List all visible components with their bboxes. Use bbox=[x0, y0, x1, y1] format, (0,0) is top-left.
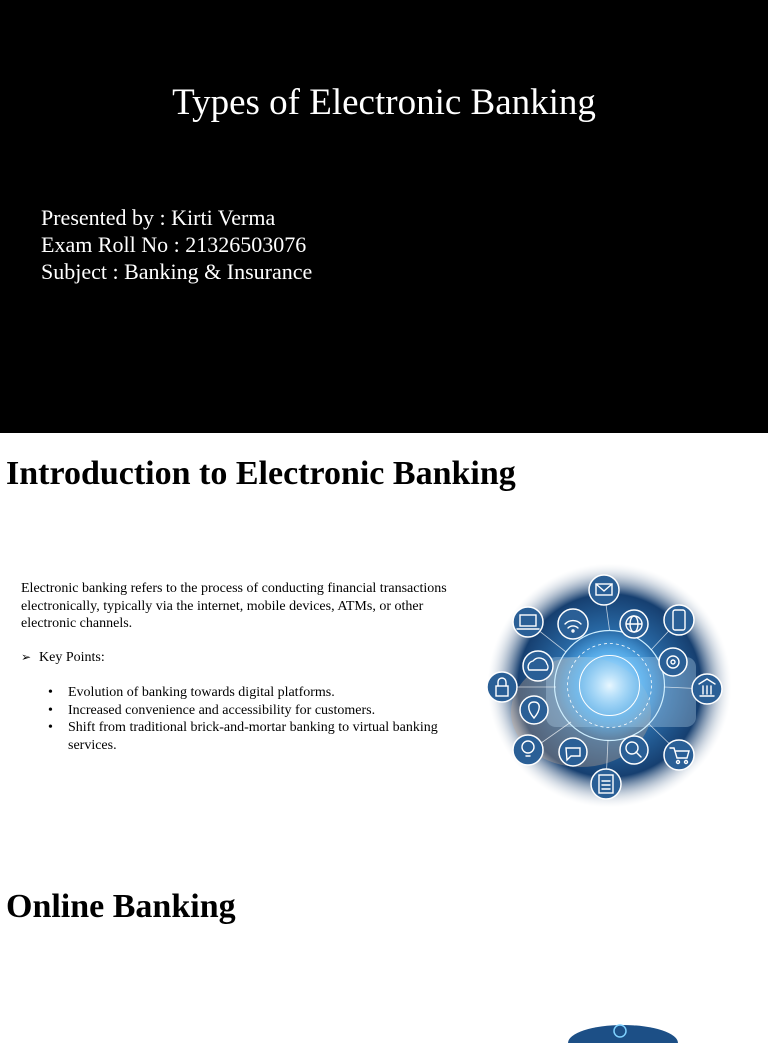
intro-slide bbox=[0, 433, 768, 863]
online-banking-image bbox=[568, 1013, 678, 1043]
document-icon bbox=[591, 769, 621, 799]
search-icon bbox=[620, 736, 648, 764]
key-points-text: Key Points: bbox=[39, 650, 105, 665]
subject: Subject : Banking & Insurance bbox=[41, 259, 313, 284]
chat-icon bbox=[559, 738, 587, 766]
list-item bbox=[48, 684, 468, 702]
digital-banking-image bbox=[486, 562, 733, 809]
bullet-icon: • bbox=[48, 702, 53, 718]
presenter-info bbox=[41, 204, 312, 285]
exam-roll-number: Exam Roll No : 21326503076 bbox=[41, 232, 307, 257]
list-item bbox=[48, 719, 468, 754]
list-item bbox=[48, 702, 468, 720]
cart-icon bbox=[664, 740, 694, 770]
laptop-icon bbox=[513, 607, 543, 637]
presentation-title: Types of Electronic Banking bbox=[172, 82, 596, 123]
lock-icon bbox=[487, 672, 517, 702]
online-banking-slide bbox=[0, 863, 768, 1024]
key-points-label bbox=[21, 649, 105, 667]
presenter-name: Presented by : Kirti Verma bbox=[41, 205, 276, 230]
intro-heading: Introduction to Electronic Banking bbox=[6, 455, 516, 492]
arrow-bullet-icon: ➢ bbox=[21, 650, 32, 664]
bullet-icon: • bbox=[48, 685, 53, 700]
intro-paragraph: Electronic banking refers to the process of conducting financial transactions electronically, typically via the internet, mobile devices, ATMs, or other electronic channels. bbox=[21, 581, 447, 631]
location-icon bbox=[520, 696, 548, 724]
bulb-icon bbox=[513, 735, 543, 765]
title-slide bbox=[0, 0, 768, 433]
key-points-list bbox=[48, 684, 468, 754]
gear-icon bbox=[659, 648, 687, 676]
wifi-icon bbox=[558, 609, 588, 639]
bullet-text: Shift from traditional brick-and-mortar banking to virtual banking services. bbox=[68, 720, 438, 753]
bullet-icon: • bbox=[48, 720, 53, 735]
mail-icon bbox=[589, 575, 619, 605]
bullet-text: Increased convenience and accessibility for customers. bbox=[68, 702, 376, 718]
bullet-text: Evolution of banking towards digital platforms. bbox=[68, 685, 335, 700]
online-banking-heading: Online Banking bbox=[6, 888, 236, 925]
